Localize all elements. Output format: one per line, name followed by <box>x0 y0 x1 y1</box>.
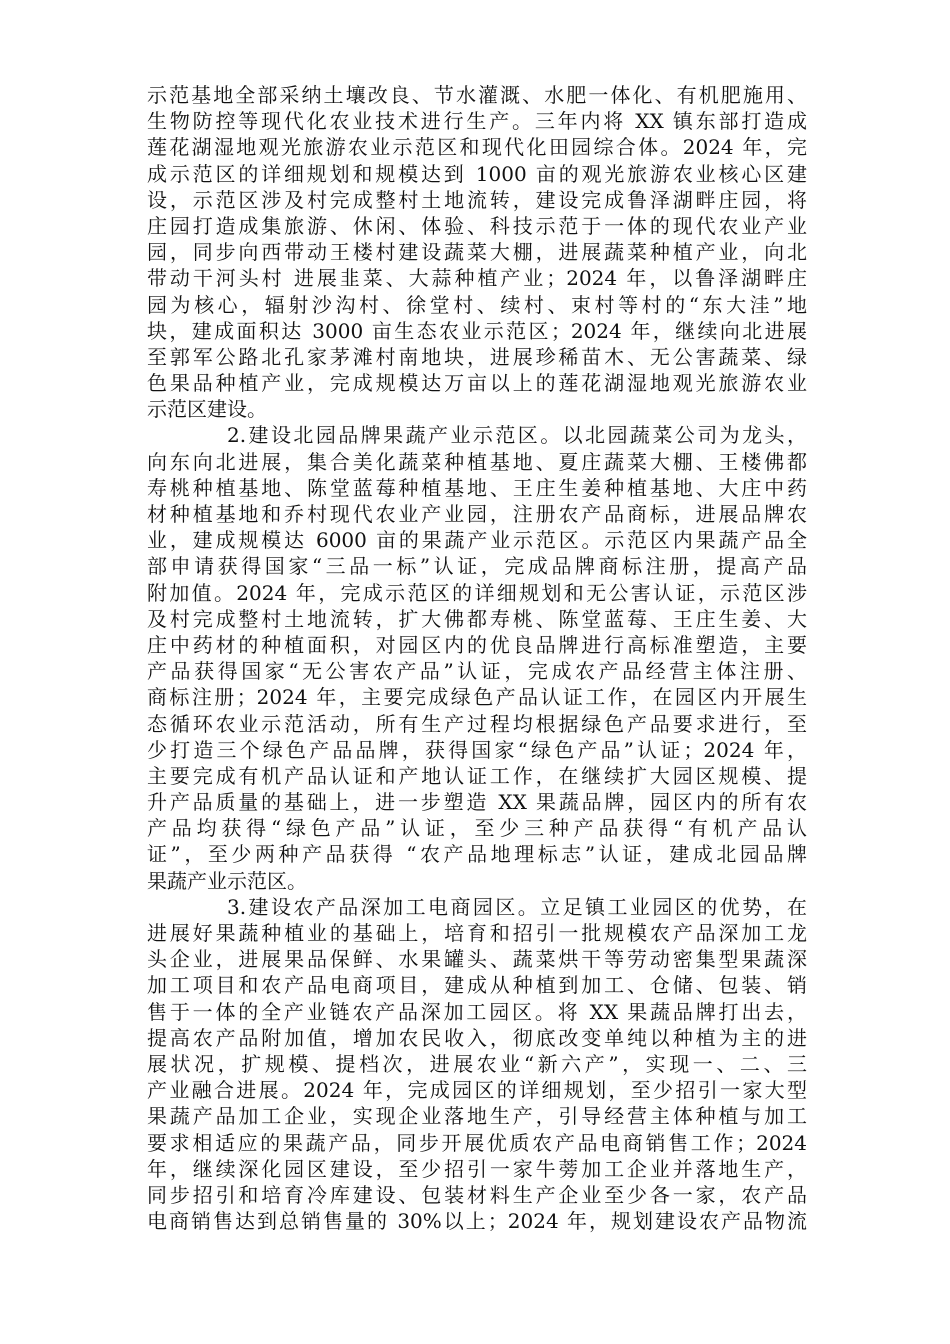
text-line: 升产品质量的基础上，进一步塑造 XX 果蔬品牌，园区内的所有农 <box>147 790 807 815</box>
text-line: 产品获得国家“无公害农产品”认证，完成农产品经营主体注册、 <box>147 659 807 684</box>
text-line: 进展好果蔬种植业的基础上，培育和招引一批规模农产品深加工龙 <box>147 921 807 945</box>
text-line: 果蔬产品加工企业，实现企业落地生产，引导经营主体种植与加工 <box>147 1104 807 1129</box>
text-line: 材种植基地和乔村现代农业产业园，注册农产品商标，进展品牌农 <box>147 502 807 526</box>
paragraph-end-line: 示范区建设。 <box>147 397 267 422</box>
text-line: 产品均获得“绿色产品”认证，至少三种产品获得“有机产品认 <box>147 816 807 841</box>
text-line: 加工项目和农产品电商项目，建成从种植到加工、仓储、包装、销 <box>147 973 807 998</box>
text-line: 庄中药材的种植面积，对园区内的优良品牌进行高标准塑造，主要 <box>147 632 807 657</box>
text-line: 及村完成整村土地流转，扩大佛都寿桃、陈堂蓝莓、王庄生姜、大 <box>147 606 807 631</box>
text-line: 少打造三个绿色产品品牌，获得国家“绿色产品”认证；2024 年， <box>147 737 807 762</box>
text-line: 至郭军公路北孔家茅滩村南地块，进展珍稀苗木、无公害蔬菜、绿 <box>147 344 807 369</box>
text-line: 售于一体的全产业链农产品深加工园区。将 XX 果蔬品牌打出去， <box>147 999 807 1024</box>
text-line: 带动干河头村 进展韭菜、大蒜种植产业；2024 年，以鲁泽湖畔庄 <box>147 266 807 291</box>
section-heading-line: 3.建设农产品深加工电商园区。立足镇工业园区的优势，在 <box>227 894 807 919</box>
text-line: 主要完成有机产品认证和产地认证工作，在继续扩大园区规模、提 <box>147 763 807 788</box>
body-text <box>147 82 807 1234</box>
text-line: 附加值。2024 年，完成示范区的详细规划和无公害认证，示范区涉 <box>147 580 807 605</box>
text-line: 年，继续深化园区建设，至少招引一家牛蒡加工企业并落地生产， <box>147 1156 807 1181</box>
text-line: 展状况，扩规模、提档次，进展农业“新六产”，实现一、二、三 <box>147 1051 807 1076</box>
section-heading-line: 2.建设北园品牌果蔬产业示范区。以北园蔬菜公司为龙头， <box>227 423 807 448</box>
text-line: 块，建成面积达 3000 亩生态农业示范区；2024 年，继续向北进展 <box>147 318 807 343</box>
text-line: 示范基地全部采纳土壤改良、节水灌溉、水肥一体化、有机肥施用、 <box>147 83 807 107</box>
text-line: 部申请获得国家“三品一标”认证，完成品牌商标注册，提高产品 <box>147 554 807 579</box>
text-line: 生物防控等现代化农业技术进行生产。三年内将 XX 镇东部打造成 <box>147 109 807 134</box>
text-line: 电商销售达到总销售量的 30%以上；2024 年，规划建设农产品物流 <box>147 1209 807 1234</box>
text-line: 商标注册；2024 年，主要完成绿色产品认证工作，在园区内开展生 <box>147 685 807 710</box>
text-line: 色果品种植产业，完成规模达万亩以上的莲花湖湿地观光旅游农业 <box>147 371 807 396</box>
text-line: 园，同步向西带动王楼村建设蔬菜大棚，进展蔬菜种植产业，向北 <box>147 240 807 265</box>
text-line: 要求相适应的果蔬产品，同步开展优质农产品电商销售工作；2024 <box>147 1130 807 1155</box>
text-line: 寿桃种植基地、陈堂蓝莓种植基地、王庄生姜种植基地、大庄中药 <box>147 475 807 500</box>
text-line: 庄园打造成集旅游、休闲、体验、科技示范于一体的现代农业产业 <box>147 213 807 238</box>
text-line: 头企业，进展果品保鲜、水果罐头、蔬菜烘干等劳动密集型果蔬深 <box>147 947 807 972</box>
text-line: 证”，至少两种产品获得 “农产品地理标志”认证，建成北园品牌 <box>147 842 807 867</box>
text-line: 莲花湖湿地观光旅游农业示范区和现代化田园综合体。2024 年，完 <box>147 135 807 160</box>
paragraph-end-line: 果蔬产业示范区。 <box>147 868 307 893</box>
text-line: 成示范区的详细规划和规模达到 1000 亩的观光旅游农业核心区建 <box>147 161 807 186</box>
text-line: 同步招引和培育冷库建设、包装材料生产企业至少各一家，农产品 <box>147 1182 807 1207</box>
text-line: 向东向北进展，集合美化蔬菜种植基地、夏庄蔬菜大棚、王楼佛都 <box>147 449 807 474</box>
text-line: 设，示范区涉及村完成整村土地流转，建设完成鲁泽湖畔庄园，将 <box>147 187 807 212</box>
text-line: 提高农产品附加值，增加农民收入，彻底改变单纯以种植为主的进 <box>147 1025 807 1050</box>
text-line: 态循环农业示范活动，所有生产过程均根据绿色产品要求进行，至 <box>147 711 807 736</box>
text-line: 业，建成规模达 6000 亩的果蔬产业示范区。示范区内果蔬产品全 <box>147 528 807 553</box>
text-line: 产业融合进展。2024 年，完成园区的详细规划，至少招引一家大型 <box>147 1078 807 1103</box>
text-line: 园为核心，辐射沙沟村、徐堂村、续村、束村等村的“东大洼”地 <box>147 292 807 317</box>
